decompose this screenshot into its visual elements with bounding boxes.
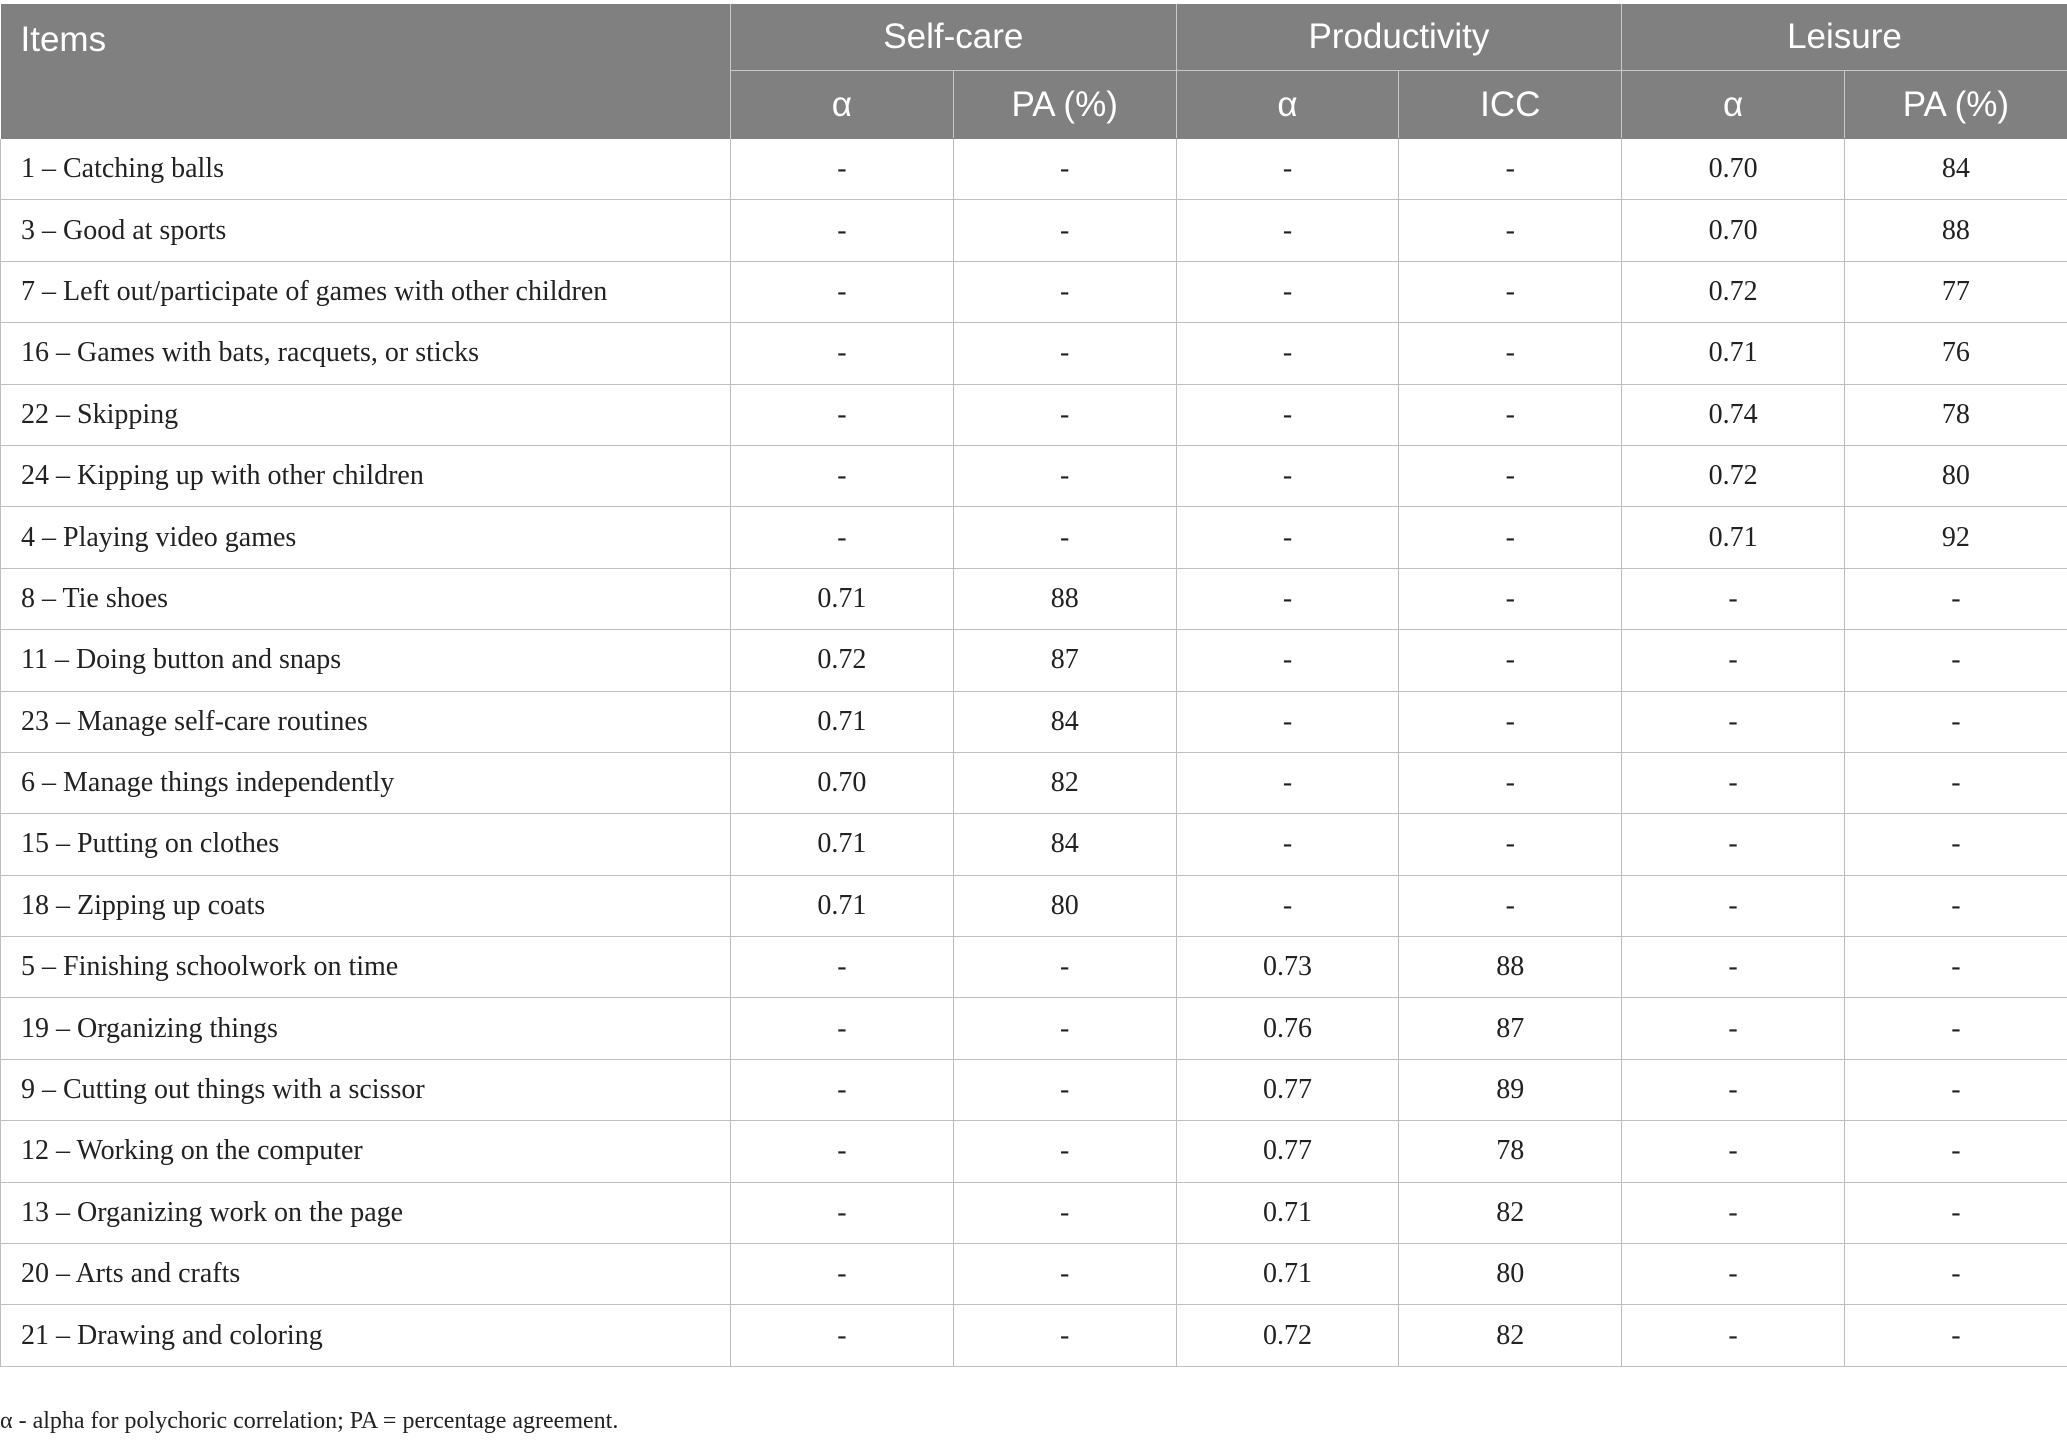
productivity-icc-cell: 80 xyxy=(1399,1244,1622,1305)
productivity-icc-header: ICC xyxy=(1399,71,1622,139)
item-name-cell: 4 – Playing video games xyxy=(1,507,731,568)
self-care-pa-cell: - xyxy=(953,261,1176,322)
self-care-pa-cell: - xyxy=(953,1059,1176,1120)
productivity-icc-cell: - xyxy=(1399,507,1622,568)
leisure-alpha-cell: - xyxy=(1622,937,1845,998)
leisure-alpha-cell: - xyxy=(1622,875,1845,936)
productivity-alpha-cell: - xyxy=(1176,139,1399,200)
table-row xyxy=(1,568,2067,629)
table-row xyxy=(1,384,2067,445)
self-care-pa-cell: - xyxy=(953,507,1176,568)
productivity-alpha-cell: 0.77 xyxy=(1176,1059,1399,1120)
self-care-alpha-cell: - xyxy=(731,323,954,384)
leisure-alpha-cell: - xyxy=(1622,1059,1845,1120)
leisure-pa-cell: - xyxy=(1844,998,2067,1059)
leisure-alpha-cell: 0.72 xyxy=(1622,445,1845,506)
leisure-pa-header: PA (%) xyxy=(1844,71,2067,139)
item-name-cell: 18 – Zipping up coats xyxy=(1,875,731,936)
self-care-alpha-cell: - xyxy=(731,1244,954,1305)
item-name-cell: 11 – Doing button and snaps xyxy=(1,630,731,691)
table-row xyxy=(1,630,2067,691)
table-row xyxy=(1,507,2067,568)
leisure-pa-cell: - xyxy=(1844,752,2067,813)
leisure-alpha-cell: 0.71 xyxy=(1622,323,1845,384)
self-care-group-header: Self-care xyxy=(731,4,1177,71)
leisure-alpha-cell: 0.70 xyxy=(1622,200,1845,261)
self-care-pa-cell: - xyxy=(953,445,1176,506)
productivity-alpha-cell: - xyxy=(1176,200,1399,261)
productivity-icc-cell: - xyxy=(1399,691,1622,752)
leisure-alpha-cell: - xyxy=(1622,814,1845,875)
productivity-icc-cell: - xyxy=(1399,139,1622,200)
leisure-alpha-cell: 0.72 xyxy=(1622,261,1845,322)
leisure-pa-cell: - xyxy=(1844,1244,2067,1305)
leisure-alpha-cell: - xyxy=(1622,752,1845,813)
item-name-cell: 1 – Catching balls xyxy=(1,139,731,200)
table-footnote: α - alpha for polychoric correlation; PA = percentage agreement. xyxy=(0,1408,619,1434)
leisure-pa-cell: 84 xyxy=(1844,139,2067,200)
productivity-icc-cell: - xyxy=(1399,752,1622,813)
item-name-cell: 8 – Tie shoes xyxy=(1,568,731,629)
item-name-cell: 19 – Organizing things xyxy=(1,998,731,1059)
productivity-alpha-cell: - xyxy=(1176,814,1399,875)
item-name-cell: 23 – Manage self-care routines xyxy=(1,691,731,752)
self-care-alpha-cell: - xyxy=(731,1121,954,1182)
self-care-pa-cell: - xyxy=(953,384,1176,445)
self-care-alpha-cell: 0.70 xyxy=(731,752,954,813)
leisure-alpha-cell: - xyxy=(1622,1305,1845,1366)
productivity-alpha-cell: - xyxy=(1176,691,1399,752)
item-name-cell: 5 – Finishing schoolwork on time xyxy=(1,937,731,998)
leisure-group-header: Leisure xyxy=(1622,4,2067,71)
leisure-pa-cell: 77 xyxy=(1844,261,2067,322)
table-row xyxy=(1,691,2067,752)
self-care-pa-cell: - xyxy=(953,937,1176,998)
productivity-alpha-cell: - xyxy=(1176,323,1399,384)
item-name-cell: 9 – Cutting out things with a scissor xyxy=(1,1059,731,1120)
table-header xyxy=(1,4,2067,139)
self-care-alpha-cell: - xyxy=(731,998,954,1059)
productivity-icc-cell: - xyxy=(1399,630,1622,691)
self-care-pa-cell: - xyxy=(953,1182,1176,1243)
leisure-pa-cell: 80 xyxy=(1844,445,2067,506)
item-name-cell: 7 – Left out/participate of games with other children xyxy=(1,261,731,322)
item-name-cell: 12 – Working on the computer xyxy=(1,1121,731,1182)
items-column-header: Items xyxy=(1,4,731,139)
productivity-icc-cell: - xyxy=(1399,814,1622,875)
leisure-pa-cell: - xyxy=(1844,691,2067,752)
self-care-alpha-cell: - xyxy=(731,1059,954,1120)
productivity-alpha-cell: - xyxy=(1176,384,1399,445)
self-care-pa-header: PA (%) xyxy=(953,71,1176,139)
self-care-alpha-cell: - xyxy=(731,261,954,322)
leisure-pa-cell: - xyxy=(1844,875,2067,936)
self-care-alpha-cell: - xyxy=(731,200,954,261)
self-care-alpha-cell: - xyxy=(731,1182,954,1243)
leisure-alpha-cell: - xyxy=(1622,1244,1845,1305)
item-name-cell: 6 – Manage things independently xyxy=(1,752,731,813)
self-care-pa-cell: - xyxy=(953,200,1176,261)
productivity-icc-cell: - xyxy=(1399,323,1622,384)
self-care-alpha-cell: - xyxy=(731,507,954,568)
self-care-alpha-cell: - xyxy=(731,1305,954,1366)
leisure-pa-cell: - xyxy=(1844,1059,2067,1120)
table-row xyxy=(1,998,2067,1059)
productivity-alpha-header: α xyxy=(1176,71,1399,139)
table-row xyxy=(1,200,2067,261)
table-row xyxy=(1,1305,2067,1366)
self-care-pa-cell: 84 xyxy=(953,814,1176,875)
self-care-pa-cell: 80 xyxy=(953,875,1176,936)
leisure-pa-cell: - xyxy=(1844,568,2067,629)
table-row xyxy=(1,139,2067,200)
table-body xyxy=(1,139,2067,1367)
table-row xyxy=(1,261,2067,322)
productivity-alpha-cell: - xyxy=(1176,875,1399,936)
productivity-alpha-cell: 0.73 xyxy=(1176,937,1399,998)
table-row xyxy=(1,1182,2067,1243)
leisure-alpha-cell: 0.70 xyxy=(1622,139,1845,200)
reliability-table xyxy=(0,4,2067,1367)
leisure-alpha-cell: 0.74 xyxy=(1622,384,1845,445)
item-name-cell: 22 – Skipping xyxy=(1,384,731,445)
self-care-alpha-cell: 0.71 xyxy=(731,691,954,752)
table-row xyxy=(1,1059,2067,1120)
productivity-alpha-cell: - xyxy=(1176,752,1399,813)
leisure-alpha-cell: 0.71 xyxy=(1622,507,1845,568)
productivity-icc-cell: 89 xyxy=(1399,1059,1622,1120)
productivity-icc-cell: - xyxy=(1399,384,1622,445)
leisure-pa-cell: 88 xyxy=(1844,200,2067,261)
item-name-cell: 21 – Drawing and coloring xyxy=(1,1305,731,1366)
self-care-alpha-cell: - xyxy=(731,937,954,998)
leisure-alpha-header: α xyxy=(1622,71,1845,139)
table-row xyxy=(1,323,2067,384)
header-group-row xyxy=(1,4,2067,71)
leisure-pa-cell: - xyxy=(1844,630,2067,691)
leisure-pa-cell: 78 xyxy=(1844,384,2067,445)
leisure-pa-cell: 76 xyxy=(1844,323,2067,384)
productivity-icc-cell: 87 xyxy=(1399,998,1622,1059)
productivity-icc-cell: - xyxy=(1399,568,1622,629)
productivity-alpha-cell: - xyxy=(1176,445,1399,506)
data-table-container xyxy=(0,4,2067,1367)
leisure-pa-cell: - xyxy=(1844,1305,2067,1366)
self-care-pa-cell: - xyxy=(953,998,1176,1059)
leisure-alpha-cell: - xyxy=(1622,1121,1845,1182)
leisure-alpha-cell: - xyxy=(1622,998,1845,1059)
item-name-cell: 13 – Organizing work on the page xyxy=(1,1182,731,1243)
table-row xyxy=(1,1121,2067,1182)
table-row xyxy=(1,875,2067,936)
productivity-alpha-cell: - xyxy=(1176,261,1399,322)
productivity-alpha-cell: 0.71 xyxy=(1176,1182,1399,1243)
item-name-cell: 3 – Good at sports xyxy=(1,200,731,261)
leisure-pa-cell: - xyxy=(1844,1182,2067,1243)
productivity-icc-cell: 88 xyxy=(1399,937,1622,998)
item-name-cell: 15 – Putting on clothes xyxy=(1,814,731,875)
table-row xyxy=(1,752,2067,813)
productivity-alpha-cell: - xyxy=(1176,507,1399,568)
item-name-cell: 24 – Kipping up with other children xyxy=(1,445,731,506)
self-care-pa-cell: 82 xyxy=(953,752,1176,813)
self-care-pa-cell: - xyxy=(953,323,1176,384)
self-care-pa-cell: - xyxy=(953,1305,1176,1366)
leisure-pa-cell: - xyxy=(1844,937,2067,998)
self-care-pa-cell: - xyxy=(953,1121,1176,1182)
leisure-alpha-cell: - xyxy=(1622,1182,1845,1243)
self-care-alpha-cell: - xyxy=(731,445,954,506)
productivity-icc-cell: 82 xyxy=(1399,1305,1622,1366)
productivity-icc-cell: - xyxy=(1399,445,1622,506)
self-care-alpha-cell: - xyxy=(731,139,954,200)
table-row xyxy=(1,814,2067,875)
productivity-group-header: Productivity xyxy=(1176,4,1622,71)
self-care-alpha-cell: 0.71 xyxy=(731,875,954,936)
productivity-icc-cell: - xyxy=(1399,200,1622,261)
table-row xyxy=(1,937,2067,998)
self-care-pa-cell: 88 xyxy=(953,568,1176,629)
leisure-alpha-cell: - xyxy=(1622,691,1845,752)
productivity-alpha-cell: 0.77 xyxy=(1176,1121,1399,1182)
self-care-pa-cell: - xyxy=(953,139,1176,200)
productivity-alpha-cell: - xyxy=(1176,630,1399,691)
leisure-pa-cell: - xyxy=(1844,814,2067,875)
productivity-alpha-cell: - xyxy=(1176,568,1399,629)
self-care-alpha-cell: 0.71 xyxy=(731,568,954,629)
productivity-icc-cell: - xyxy=(1399,875,1622,936)
self-care-alpha-header: α xyxy=(731,71,954,139)
item-name-cell: 20 – Arts and crafts xyxy=(1,1244,731,1305)
leisure-alpha-cell: - xyxy=(1622,568,1845,629)
self-care-alpha-cell: 0.71 xyxy=(731,814,954,875)
productivity-alpha-cell: 0.76 xyxy=(1176,998,1399,1059)
leisure-alpha-cell: - xyxy=(1622,630,1845,691)
self-care-pa-cell: - xyxy=(953,1244,1176,1305)
self-care-alpha-cell: - xyxy=(731,384,954,445)
table-row xyxy=(1,445,2067,506)
table-row xyxy=(1,1244,2067,1305)
self-care-pa-cell: 87 xyxy=(953,630,1176,691)
productivity-alpha-cell: 0.71 xyxy=(1176,1244,1399,1305)
item-name-cell: 16 – Games with bats, racquets, or sticks xyxy=(1,323,731,384)
self-care-alpha-cell: 0.72 xyxy=(731,630,954,691)
productivity-icc-cell: - xyxy=(1399,261,1622,322)
productivity-alpha-cell: 0.72 xyxy=(1176,1305,1399,1366)
productivity-icc-cell: 82 xyxy=(1399,1182,1622,1243)
leisure-pa-cell: 92 xyxy=(1844,507,2067,568)
productivity-icc-cell: 78 xyxy=(1399,1121,1622,1182)
leisure-pa-cell: - xyxy=(1844,1121,2067,1182)
self-care-pa-cell: 84 xyxy=(953,691,1176,752)
